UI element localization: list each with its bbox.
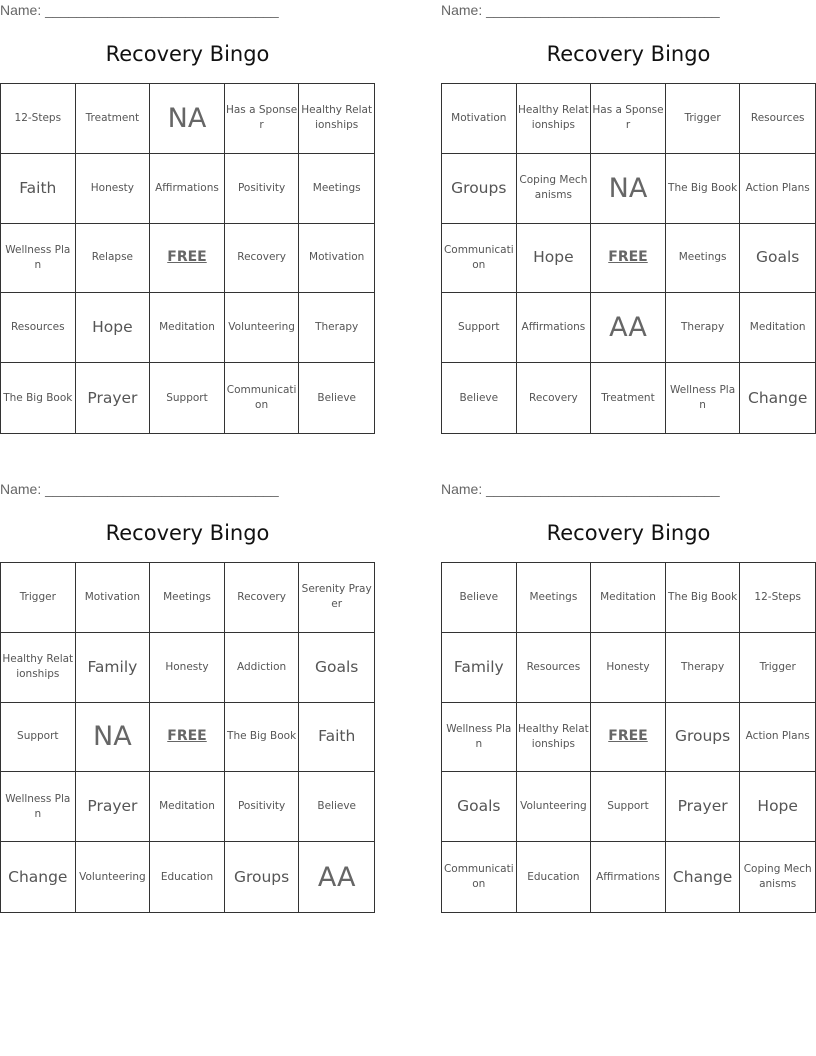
bingo-cell[interactable]: Coping Mechanisms — [517, 154, 592, 224]
bingo-grid — [441, 83, 816, 434]
bingo-cell[interactable]: Communication — [225, 363, 300, 433]
bingo-cell[interactable]: Resources — [1, 293, 76, 363]
bingo-cell[interactable]: Honesty — [150, 633, 225, 703]
bingo-cell[interactable]: Family — [76, 633, 151, 703]
name-field[interactable]: Name: ______________________________ — [441, 2, 720, 18]
bingo-cell[interactable]: Goals — [740, 224, 815, 294]
bingo-cell[interactable]: Honesty — [591, 633, 666, 703]
bingo-card-2 — [441, 0, 816, 434]
bingo-cell[interactable]: Trigger — [666, 84, 741, 154]
bingo-cell[interactable]: Meetings — [299, 154, 374, 224]
bingo-cell[interactable]: Positivity — [225, 772, 300, 842]
bingo-cell[interactable]: Action Plans — [740, 703, 815, 773]
bingo-cell[interactable]: Affirmations — [591, 842, 666, 912]
bingo-cell[interactable]: Hope — [740, 772, 815, 842]
bingo-cell[interactable]: Positivity — [225, 154, 300, 224]
bingo-cell[interactable]: Wellness Plan — [442, 703, 517, 773]
bingo-cell[interactable]: Believe — [317, 391, 356, 404]
bingo-cell[interactable]: Healthy Relationships — [299, 84, 374, 154]
bingo-cell[interactable]: Affirmations — [517, 293, 592, 363]
bingo-cell[interactable]: Therapy — [666, 293, 741, 363]
free-space[interactable]: FREE — [591, 224, 666, 294]
bingo-cell[interactable]: Volunteering — [76, 842, 151, 912]
card-title: Recovery Bingo — [105, 521, 270, 545]
bingo-cell[interactable]: Affirmations — [150, 154, 225, 224]
bingo-cell[interactable]: Treatment — [591, 363, 666, 433]
bingo-cell[interactable]: The Big Book — [1, 363, 76, 433]
bingo-cell[interactable]: Meetings — [666, 224, 741, 294]
bingo-cell[interactable]: Hope — [76, 293, 151, 363]
free-space[interactable]: FREE — [150, 703, 225, 773]
bingo-cell[interactable]: AA — [317, 861, 356, 893]
bingo-card-1 — [0, 0, 375, 434]
bingo-grid — [0, 83, 375, 434]
bingo-cell[interactable]: Believe — [442, 363, 517, 433]
bingo-cell[interactable]: Groups — [442, 154, 517, 224]
bingo-cell[interactable]: Meetings — [150, 563, 225, 633]
bingo-cell[interactable]: Volunteering — [517, 772, 592, 842]
bingo-cell[interactable]: Trigger — [1, 563, 76, 633]
card-title: Recovery Bingo — [546, 521, 711, 545]
bingo-cell[interactable]: NA — [591, 154, 666, 224]
bingo-cell[interactable]: The Big Book — [666, 154, 741, 224]
bingo-cell[interactable]: Meditation — [740, 293, 815, 363]
card-title: Recovery Bingo — [546, 42, 711, 66]
bingo-cell[interactable]: Recovery — [225, 563, 300, 633]
bingo-cell[interactable]: Therapy — [666, 633, 741, 703]
bingo-grid — [0, 562, 375, 913]
free-space[interactable]: FREE — [591, 703, 666, 773]
bingo-cell[interactable]: Faith — [299, 703, 374, 773]
bingo-cell[interactable]: Education — [517, 842, 592, 912]
name-field[interactable]: Name: ______________________________ — [0, 2, 279, 18]
bingo-cell[interactable]: Support — [150, 363, 225, 433]
bingo-cell[interactable]: Groups — [225, 842, 300, 912]
bingo-cell[interactable]: Honesty — [76, 154, 151, 224]
bingo-cell[interactable]: Hope — [517, 224, 592, 294]
bingo-cell[interactable]: AA — [591, 293, 666, 363]
card-title: Recovery Bingo — [105, 42, 270, 66]
bingo-cell[interactable]: Addiction — [225, 633, 300, 703]
bingo-cell[interactable]: NA — [150, 84, 225, 154]
bingo-cell[interactable]: Coping Mechanisms — [743, 863, 812, 891]
bingo-cell[interactable]: Groups — [666, 703, 741, 773]
bingo-cell[interactable]: Treatment — [76, 84, 151, 154]
bingo-cell[interactable]: Change — [1, 842, 76, 912]
bingo-cell[interactable]: Faith — [1, 154, 76, 224]
bingo-cell[interactable]: Meetings — [517, 563, 592, 633]
bingo-cell[interactable]: Resources — [740, 84, 815, 154]
bingo-cell[interactable]: Family — [442, 633, 517, 703]
bingo-cell[interactable]: Communication — [442, 842, 517, 912]
bingo-cell[interactable]: Believe — [442, 563, 517, 633]
name-field[interactable]: Name: ______________________________ — [0, 481, 279, 497]
bingo-cell[interactable]: Recovery — [225, 224, 300, 294]
bingo-cell[interactable]: Motivation — [442, 84, 517, 154]
bingo-cell[interactable]: Change — [748, 388, 808, 407]
bingo-cell[interactable]: Change — [666, 842, 741, 912]
bingo-grid — [441, 562, 816, 913]
bingo-cell[interactable]: Support — [1, 703, 76, 773]
bingo-cell[interactable]: Goals — [442, 772, 517, 842]
bingo-cell[interactable]: Meditation — [150, 293, 225, 363]
bingo-cell[interactable]: Trigger — [740, 633, 815, 703]
bingo-cell[interactable]: Healthy Relationships — [1, 633, 76, 703]
bingo-card-4 — [441, 479, 816, 913]
bingo-cell[interactable]: The Big Book — [666, 563, 741, 633]
bingo-cell[interactable]: Motivation — [76, 563, 151, 633]
bingo-cell[interactable]: Healthy Relationships — [517, 703, 592, 773]
bingo-cell[interactable]: Support — [591, 772, 666, 842]
bingo-cell[interactable]: Wellness Plan — [1, 224, 76, 294]
bingo-cell[interactable]: Communication — [442, 224, 517, 294]
bingo-cell[interactable]: Believe — [299, 772, 374, 842]
bingo-cell[interactable]: 12-Steps — [740, 563, 815, 633]
bingo-cell[interactable]: Has a Sponser — [591, 84, 666, 154]
bingo-cell[interactable]: Has a Sponser — [225, 84, 300, 154]
bingo-cell[interactable]: Therapy — [299, 293, 374, 363]
bingo-card-3 — [0, 479, 375, 913]
bingo-cell[interactable]: The Big Book — [225, 703, 300, 773]
bingo-cell[interactable]: Recovery — [517, 363, 592, 433]
bingo-cell[interactable]: Meditation — [591, 563, 666, 633]
bingo-cell[interactable]: Serenity Prayer — [299, 563, 374, 633]
bingo-cell[interactable]: Volunteering — [225, 293, 300, 363]
bingo-cell[interactable]: Prayer — [76, 363, 151, 433]
bingo-cell[interactable]: 12-Steps — [1, 84, 76, 154]
bingo-cell[interactable]: Goals — [299, 633, 374, 703]
bingo-cell[interactable]: Prayer — [76, 772, 151, 842]
bingo-cell[interactable]: Resources — [517, 633, 592, 703]
bingo-cell[interactable]: Healthy Relationships — [517, 84, 592, 154]
free-space[interactable]: FREE — [150, 224, 225, 294]
name-field[interactable]: Name: ______________________________ — [441, 481, 720, 497]
bingo-cell[interactable]: Support — [442, 293, 517, 363]
bingo-cell[interactable]: Education — [150, 842, 225, 912]
bingo-cell[interactable]: Wellness Plan — [666, 363, 741, 433]
bingo-cell[interactable]: Relapse — [76, 224, 151, 294]
bingo-cell[interactable]: Motivation — [299, 224, 374, 294]
bingo-cell[interactable]: NA — [76, 703, 151, 773]
bingo-cell[interactable]: Prayer — [666, 772, 741, 842]
bingo-cell[interactable]: Meditation — [150, 772, 225, 842]
bingo-cell[interactable]: Wellness Plan — [1, 772, 76, 842]
bingo-cell[interactable]: Action Plans — [740, 154, 815, 224]
